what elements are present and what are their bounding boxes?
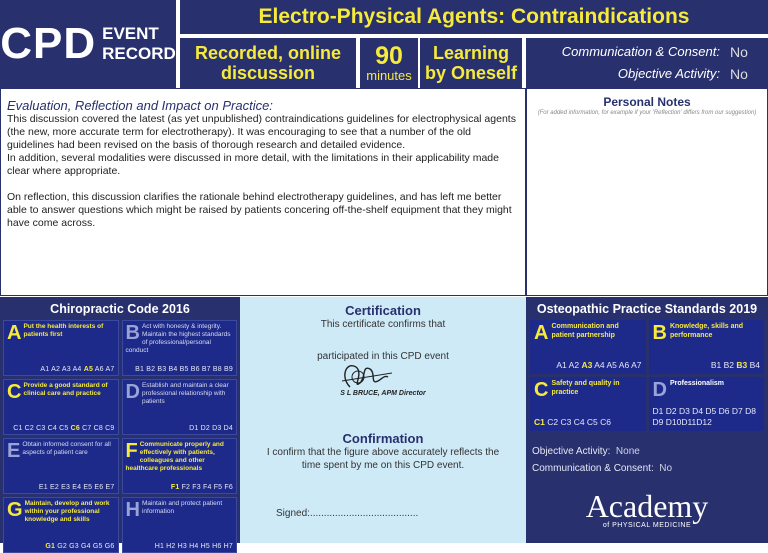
chiro-card-letter: D [125, 381, 140, 403]
codes-highlight: A3 [581, 360, 593, 370]
codes-pre: B1 B2 B3 B4 B5 B6 B7 B8 B9 [135, 366, 233, 373]
osteo-card-letter: C [534, 379, 549, 401]
codes-highlight: G1 [45, 543, 56, 550]
evaluation-heading: Evaluation, Reflection and Impact on Practice: [7, 98, 273, 113]
evaluation-box [0, 88, 526, 296]
osteo-objective-value: None [615, 446, 640, 457]
certification-title: Certification [345, 303, 421, 318]
chiro-card-f [122, 438, 238, 494]
osteo-card-letter: B [652, 322, 667, 344]
signer-name: S L BRUCE, APM Director [340, 390, 426, 397]
brand-sub: of PHYSICAL MEDICINE [602, 522, 692, 529]
chiro-card-g [3, 497, 119, 553]
academy-logo [526, 490, 768, 529]
chiro-card-letter: G [7, 499, 23, 521]
certification-line1: This certificate confirms that [320, 319, 446, 330]
personal-notes-hint: (For added information, for example if your 'Reflection' differs from our suggestion) [537, 110, 757, 116]
osteo-communication-label: Communication & Consent: [532, 463, 654, 474]
chiro-card-text: Act with honesty & integrity. Maintain the highest standards of professional/personal conduct [125, 323, 231, 354]
chiro-card-letter: C [7, 381, 22, 403]
codes-pre: E1 E2 E3 E4 E5 E6 E7 [38, 484, 115, 491]
chiro-card-codes [126, 543, 234, 550]
codes-post: C7 C8 C9 [80, 425, 115, 432]
objective-row [534, 66, 754, 82]
osteopathic-flags [530, 443, 764, 477]
codes-pre: H1 H2 H3 H4 H5 H6 H7 [154, 543, 233, 550]
osteo-communication-row [532, 460, 764, 477]
osteo-card-text: Professionalism [669, 380, 725, 387]
signature-area [240, 363, 526, 413]
osteo-card-codes [534, 360, 642, 371]
chiro-card-h [122, 497, 238, 553]
chiro-card-codes [126, 366, 234, 373]
chiro-card-b [122, 320, 238, 376]
signed-line[interactable]: Signed:....................................... [276, 508, 419, 519]
chiropractic-title: Chiropractic Code 2016 [50, 302, 190, 316]
chiro-card-e [3, 438, 119, 494]
codes-post: A4 A5 A6 A7 [592, 360, 642, 370]
chiropractic-panel [0, 297, 240, 550]
chiro-card-letter: F [125, 440, 138, 462]
codes-pre: D1 D2 D3 D4 [189, 425, 233, 432]
communication-row [534, 44, 754, 60]
codes-pre: D1 D2 D3 D4 D5 D6 D7 D8 D9 D10D11D12 [652, 406, 756, 427]
confirmation-text: I confirm that the figure above accurately reflects the time spent by me on this CPD event. [266, 447, 500, 471]
chiro-card-text: Maintain and protect patient information [141, 500, 223, 515]
communication-value: No [730, 44, 748, 60]
codes-post: B4 [747, 360, 760, 370]
osteo-card-c [530, 377, 646, 431]
objective-value: No [730, 66, 748, 82]
duration-value: 90 [375, 41, 403, 70]
chiro-card-text: Provide a good standard of clinical care and practice [23, 382, 108, 397]
osteo-card-b [649, 320, 765, 374]
page-title: Electro-Physical Agents: Contraindications [180, 0, 768, 36]
chiro-card-codes [126, 425, 234, 432]
chiro-card-codes [7, 543, 115, 550]
codes-highlight: B3 [736, 360, 748, 370]
osteopathic-grid [530, 320, 764, 431]
logo-cpd: CPD [0, 19, 97, 68]
osteo-card-text: Knowledge, skills and performance [669, 323, 744, 339]
chiropractic-grid [3, 320, 237, 553]
codes-post: F2 F3 F4 F5 F6 [179, 484, 233, 491]
chiro-card-text: Maintain, develop and work within your professional knowledge and skills [24, 500, 110, 523]
chiro-card-text: Obtain informed consent for all aspects of patient care [22, 441, 111, 456]
signature-image [332, 359, 452, 393]
objective-label: Objective Activity: [617, 66, 720, 81]
osteo-card-codes [653, 360, 761, 371]
chiro-card-d [122, 379, 238, 435]
event-type-line1: Recorded, online [194, 43, 342, 63]
logo-line2: RECORD [102, 44, 176, 63]
codes-pre: A1 A2 A3 A4 [40, 366, 84, 373]
evaluation-paragraph-3: On reflection, this discussion clarifies the rationale behind electrotherapy guidelines, and has left me better able to answer questions which might be raised by patients concering off-the-shelf equipment that they might have come across. [7, 191, 512, 229]
confirmation-section [240, 431, 526, 472]
codes-post: G2 G3 G4 G5 G6 [55, 543, 115, 550]
certification-line2: participated in this CPD event [317, 351, 449, 362]
chiro-card-codes [7, 425, 115, 432]
codes-highlight: C1 [534, 417, 545, 427]
chiro-card-codes [126, 484, 234, 491]
logo-line1: EVENT [102, 24, 159, 43]
personal-notes-heading: Personal Notes [603, 95, 691, 109]
evaluation-paragraph-2: In addition, several modalities were discussed in more detail, with the limitations in their applicability made clear where appropriate. [7, 152, 499, 177]
osteo-objective-row [532, 443, 764, 460]
osteo-communication-value: No [659, 463, 673, 474]
event-type [180, 38, 358, 88]
codes-pre: A1 A2 [556, 360, 582, 370]
chiro-card-text: Establish and maintain a clear professional relationship with patients [141, 382, 229, 405]
osteo-card-text: Safety and quality in practice [551, 380, 620, 396]
codes-post: C2 C3 C4 C5 C6 [544, 417, 612, 427]
chiro-card-letter: H [125, 499, 140, 521]
codes-pre: B1 B2 [710, 360, 737, 370]
osteo-card-text: Communication and patient partnership [551, 323, 619, 339]
chiro-card-codes [7, 366, 115, 373]
osteo-card-codes [534, 417, 642, 428]
chiro-card-text: Communicate properly and effectively with patients, colleagues and other healthcare professionals [125, 441, 224, 472]
header-flags [526, 38, 768, 88]
chiro-card-letter: A [7, 322, 22, 344]
communication-label: Communication & Consent: [561, 44, 720, 59]
duration [360, 38, 420, 88]
event-type-line2: discussion [220, 63, 316, 83]
codes-pre: C1 C2 C3 C4 C5 [13, 425, 71, 432]
evaluation-paragraph-1: This discussion covered the latest (as yet unpublished) contraindications guidelines for electrophysical agents (the new, more accurate term for electrotherapy). It was encouraging to see that a number of the old guidelines had been revised on the basis of thorough research and detailed evidence. [7, 113, 516, 151]
osteo-card-codes [653, 406, 761, 428]
chiro-card-codes [7, 484, 115, 491]
personal-notes-box[interactable] [526, 88, 768, 296]
osteo-card-letter: D [652, 379, 667, 401]
confirmation-title: Confirmation [342, 431, 424, 446]
learning-line2: by Oneself [424, 63, 518, 83]
osteo-card-a [530, 320, 646, 374]
cpd-logo [0, 0, 178, 88]
osteo-card-d [649, 377, 765, 431]
codes-highlight: A5 [83, 366, 94, 373]
osteo-objective-label: Objective Activity: [532, 446, 611, 457]
learning-type [420, 38, 524, 88]
codes-post: A6 A7 [93, 366, 115, 373]
brand-name: Academy [585, 488, 709, 524]
chiro-card-letter: B [125, 322, 140, 344]
learning-line1: Learning [432, 43, 509, 63]
certification-panel [240, 297, 526, 543]
osteopathic-title: Osteopathic Practice Standards 2019 [536, 302, 758, 316]
duration-unit: minutes [366, 67, 412, 83]
chiro-card-text: Put the health interests of patients first [23, 323, 104, 338]
osteo-card-letter: A [534, 322, 549, 344]
chiro-card-a [3, 320, 119, 376]
chiro-card-c [3, 379, 119, 435]
chiro-card-letter: E [7, 440, 21, 462]
osteopathic-panel [526, 297, 768, 543]
codes-highlight: C6 [70, 425, 81, 432]
codes-highlight: F1 [170, 484, 180, 491]
logo-event-record [102, 24, 176, 64]
